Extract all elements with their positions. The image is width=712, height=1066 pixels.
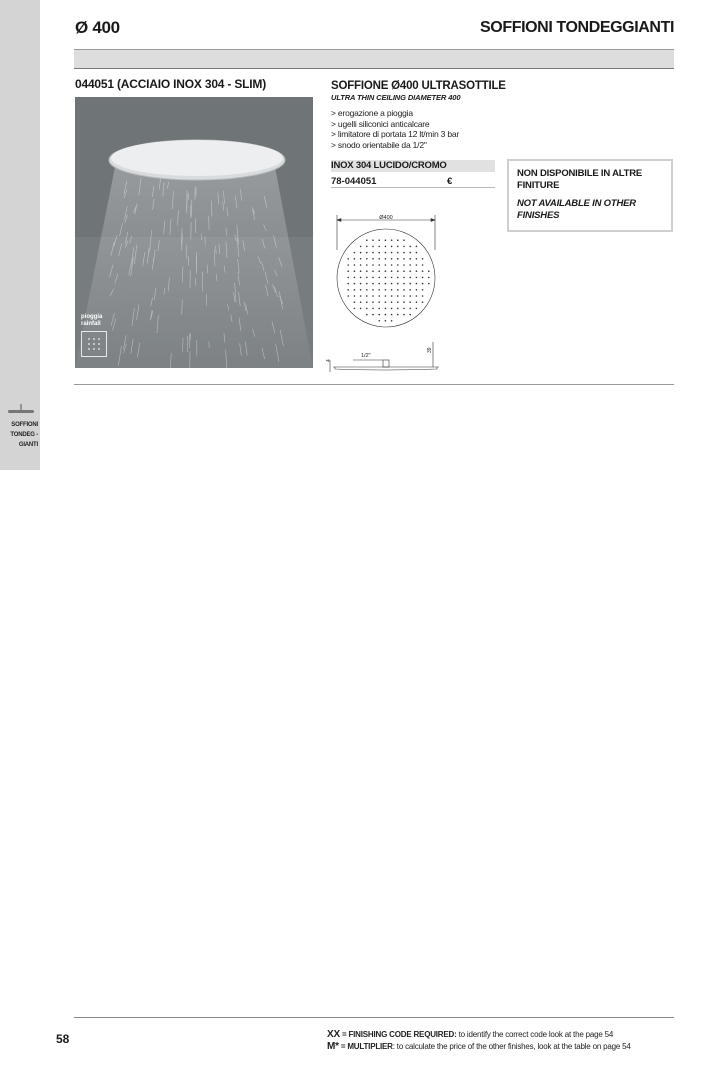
price-symbol: € bbox=[447, 176, 453, 187]
nozzle-dot bbox=[360, 258, 362, 260]
nozzle-dot bbox=[397, 301, 399, 303]
nozzle-dot bbox=[416, 270, 418, 272]
nozzle-dot bbox=[347, 295, 349, 297]
nozzle-dot bbox=[397, 258, 399, 260]
nozzle-dot bbox=[360, 308, 362, 310]
nozzle-dot bbox=[360, 246, 362, 248]
nozzle-dot bbox=[416, 252, 418, 254]
nozzle-dot bbox=[360, 283, 362, 285]
product-code-title: 044051 (ACCIAIO INOX 304 - SLIM) bbox=[75, 77, 266, 91]
connection-label: 1/2" bbox=[361, 353, 371, 359]
nozzle-dot bbox=[372, 289, 374, 291]
nozzle-dot bbox=[385, 270, 387, 272]
section-side-tab bbox=[0, 0, 40, 470]
nozzle-dot bbox=[378, 314, 380, 316]
nozzle-dot bbox=[385, 258, 387, 260]
feature-list bbox=[331, 108, 459, 150]
side-tab-label-line: GIANTI bbox=[18, 442, 38, 448]
nozzle-dot bbox=[354, 252, 356, 254]
nozzle-dot bbox=[372, 252, 374, 254]
nozzle-dot bbox=[366, 252, 368, 254]
nozzle-dot bbox=[366, 246, 368, 248]
nozzle-dot bbox=[354, 301, 356, 303]
footer-note-bold: = FINISHING CODE REQUIRED: bbox=[339, 1030, 457, 1039]
nozzle-dot bbox=[378, 320, 380, 322]
nozzle-dot bbox=[397, 289, 399, 291]
nozzle-dot bbox=[385, 314, 387, 316]
feature-item: > limitatore di portata 12 lt/min 3 bar bbox=[331, 129, 460, 139]
nozzle-dot bbox=[416, 301, 418, 303]
nozzle-dot bbox=[422, 289, 424, 291]
nozzle-dot bbox=[403, 283, 405, 285]
nozzle-dot bbox=[403, 301, 405, 303]
nozzle-dot bbox=[409, 264, 411, 266]
nozzle-dot bbox=[403, 295, 405, 297]
availability-notice bbox=[507, 159, 673, 232]
nozzle-dot bbox=[391, 314, 393, 316]
nozzle-dot bbox=[403, 252, 405, 254]
nozzle-dot bbox=[422, 301, 424, 303]
nozzle-dot bbox=[378, 239, 380, 241]
nozzle-dot bbox=[360, 301, 362, 303]
nozzle-dot bbox=[409, 301, 411, 303]
nozzle-dot bbox=[403, 314, 405, 316]
nozzle-dot bbox=[378, 252, 380, 254]
nozzle-dot bbox=[403, 264, 405, 266]
nozzle-dot bbox=[347, 283, 349, 285]
footer-note-finishing bbox=[327, 1029, 631, 1041]
nozzle-dot bbox=[347, 277, 349, 279]
footer-note-text: to identify the correct code look at the page 54 bbox=[456, 1030, 614, 1039]
nozzle-dot bbox=[391, 301, 393, 303]
footer-note-bold: = MULTIPLIER bbox=[338, 1042, 393, 1051]
side-tab-label-line: SOFFIONI bbox=[11, 422, 38, 428]
page-heading-diameter: Ø 400 bbox=[75, 18, 120, 37]
nozzle-dot bbox=[422, 258, 424, 260]
nozzle-dot bbox=[391, 239, 393, 241]
nozzle-dot bbox=[372, 239, 374, 241]
nozzle-dot bbox=[360, 277, 362, 279]
nozzle-dot bbox=[366, 239, 368, 241]
footer-note-key: M* bbox=[327, 1041, 339, 1052]
nozzle-dot bbox=[397, 295, 399, 297]
rainfall-badge-icon bbox=[81, 331, 107, 357]
nozzle-dot bbox=[397, 239, 399, 241]
nozzle-dot bbox=[354, 289, 356, 291]
nozzle-dot bbox=[347, 258, 349, 260]
article-code: 78-044051 bbox=[331, 176, 377, 187]
nozzle-dot bbox=[354, 277, 356, 279]
nozzle-dot bbox=[360, 289, 362, 291]
product-title: SOFFIONE Ø400 ULTRASOTTILE bbox=[331, 80, 506, 92]
nozzle-dot bbox=[416, 246, 418, 248]
nozzle-dot bbox=[366, 295, 368, 297]
nozzle-dot bbox=[409, 258, 411, 260]
photo-caption bbox=[81, 314, 102, 328]
nozzle-dot bbox=[397, 277, 399, 279]
nozzle-dot bbox=[378, 270, 380, 272]
product-photo bbox=[75, 97, 313, 368]
nozzle-dot bbox=[409, 270, 411, 272]
nozzle-dot bbox=[397, 252, 399, 254]
nozzle-dot bbox=[428, 270, 430, 272]
nozzle-dot bbox=[391, 277, 393, 279]
nozzle-dot bbox=[403, 289, 405, 291]
footer-note-multiplier bbox=[327, 1041, 631, 1053]
diameter-label: Ø400 bbox=[379, 215, 393, 221]
nozzle-dot bbox=[409, 289, 411, 291]
nozzle-dot bbox=[428, 277, 430, 279]
nozzle-dot bbox=[385, 283, 387, 285]
nozzle-dot bbox=[385, 239, 387, 241]
nozzle-dot bbox=[409, 277, 411, 279]
nozzle-dot bbox=[409, 283, 411, 285]
nozzle-dot bbox=[366, 277, 368, 279]
feature-item: > erogazione a pioggia bbox=[331, 108, 413, 118]
footer-note-text: : to calculate the price of the other finishes, look at the table on page 54 bbox=[392, 1042, 631, 1051]
nozzle-dot bbox=[378, 258, 380, 260]
nozzle-dot bbox=[366, 308, 368, 310]
nozzle-dot bbox=[354, 264, 356, 266]
nozzle-dot bbox=[422, 277, 424, 279]
nozzle-dot bbox=[385, 264, 387, 266]
nozzle-dot bbox=[347, 289, 349, 291]
nozzle-dot bbox=[385, 301, 387, 303]
nozzle-dot bbox=[385, 320, 387, 322]
technical-drawing bbox=[325, 210, 447, 375]
footer-note-key: XX bbox=[327, 1029, 340, 1040]
nozzle-dot bbox=[422, 270, 424, 272]
nozzle-dot bbox=[378, 283, 380, 285]
nozzle-dot bbox=[385, 277, 387, 279]
nozzle-dot bbox=[372, 295, 374, 297]
nozzle-dot bbox=[354, 308, 356, 310]
notice-english: NOT AVAILABLE IN OTHER FINISHES bbox=[517, 198, 636, 221]
nozzle-dot bbox=[403, 308, 405, 310]
footer-notes bbox=[327, 1029, 631, 1053]
nozzle-dot bbox=[397, 264, 399, 266]
nozzle-dot bbox=[397, 283, 399, 285]
thickness-label: 4 bbox=[326, 359, 332, 362]
nozzle-dot bbox=[416, 283, 418, 285]
nozzle-dot bbox=[403, 258, 405, 260]
article-row bbox=[331, 175, 495, 188]
side-tab-label bbox=[0, 420, 38, 450]
nozzle-dot bbox=[360, 295, 362, 297]
nozzle-dot bbox=[366, 283, 368, 285]
nozzle-dot bbox=[385, 246, 387, 248]
feature-item: > ugelli siliconici anticalcare bbox=[331, 118, 430, 129]
nozzle-dot bbox=[391, 258, 393, 260]
nozzle-dot bbox=[372, 270, 374, 272]
nozzle-dot bbox=[372, 314, 374, 316]
nozzle-dot bbox=[378, 301, 380, 303]
nozzle-dot bbox=[366, 301, 368, 303]
nozzle-dot bbox=[372, 283, 374, 285]
nozzle-dot bbox=[354, 258, 356, 260]
finish-header: INOX 304 LUCIDO/CROMO bbox=[331, 160, 495, 172]
nozzle-dot bbox=[391, 270, 393, 272]
nozzle-dot bbox=[366, 289, 368, 291]
nozzle-dot bbox=[347, 270, 349, 272]
nozzle-dot bbox=[360, 264, 362, 266]
page-heading-category: SOFFIONI TONDEGGIANTI bbox=[480, 19, 674, 36]
nozzle-dot bbox=[397, 308, 399, 310]
nozzle-dot bbox=[360, 252, 362, 254]
nozzle-dot bbox=[366, 314, 368, 316]
nozzle-dot bbox=[416, 277, 418, 279]
nozzle-dot bbox=[372, 258, 374, 260]
nozzle-dot bbox=[366, 270, 368, 272]
nozzle-dot bbox=[391, 264, 393, 266]
photo-caption-en: rainfall bbox=[81, 321, 101, 327]
nozzle-dot bbox=[391, 289, 393, 291]
nozzle-dot bbox=[403, 277, 405, 279]
height-label: 39 bbox=[427, 347, 433, 353]
nozzle-dot bbox=[354, 283, 356, 285]
nozzle-dot bbox=[422, 295, 424, 297]
side-tab-label-line: TONDEG - bbox=[10, 432, 38, 438]
nozzle-dot bbox=[428, 283, 430, 285]
footer-divider bbox=[74, 1017, 674, 1018]
nozzle-dot bbox=[366, 264, 368, 266]
section-divider bbox=[74, 384, 674, 385]
nozzle-dot bbox=[397, 246, 399, 248]
nozzle-dot bbox=[391, 320, 393, 322]
nozzle-dot bbox=[385, 252, 387, 254]
nozzle-dot bbox=[372, 246, 374, 248]
nozzle-dot bbox=[372, 301, 374, 303]
nozzle-dot bbox=[409, 295, 411, 297]
nozzle-dot bbox=[385, 295, 387, 297]
nozzle-dot bbox=[416, 295, 418, 297]
nozzle-dot bbox=[409, 246, 411, 248]
photo-caption-it: pioggia bbox=[81, 314, 103, 320]
nozzle-dot bbox=[391, 295, 393, 297]
nozzle-dot bbox=[354, 295, 356, 297]
nozzle-dot bbox=[422, 283, 424, 285]
nozzle-dot bbox=[378, 289, 380, 291]
nozzle-dot bbox=[391, 283, 393, 285]
nozzle-dot bbox=[378, 308, 380, 310]
nozzle-dot bbox=[409, 308, 411, 310]
nozzle-dot bbox=[378, 295, 380, 297]
nozzle-dot bbox=[416, 264, 418, 266]
nozzle-dot bbox=[409, 252, 411, 254]
nozzle-dot bbox=[416, 258, 418, 260]
nozzle-dot bbox=[372, 308, 374, 310]
nozzle-dot bbox=[354, 270, 356, 272]
nozzle-dot bbox=[385, 289, 387, 291]
nozzle-dot bbox=[409, 314, 411, 316]
nozzle-dot bbox=[366, 258, 368, 260]
nozzle-dot bbox=[391, 308, 393, 310]
nozzle-dot bbox=[397, 314, 399, 316]
nozzle-dot bbox=[416, 308, 418, 310]
nozzle-dot bbox=[378, 246, 380, 248]
nozzle-dot bbox=[378, 277, 380, 279]
nozzle-dot bbox=[360, 270, 362, 272]
nozzle-dot bbox=[403, 239, 405, 241]
notice-italian: NON DISPONIBILE IN ALTRE FINITURE bbox=[517, 168, 643, 191]
nozzle-dot bbox=[391, 246, 393, 248]
nozzle-dot bbox=[403, 270, 405, 272]
feature-item: > snodo orientabile da 1/2" bbox=[331, 139, 427, 150]
header-bar bbox=[74, 49, 674, 69]
nozzle-dot bbox=[347, 264, 349, 266]
nozzle-dot bbox=[422, 264, 424, 266]
nozzle-dot bbox=[385, 308, 387, 310]
nozzle-dot bbox=[397, 270, 399, 272]
nozzle-dot bbox=[378, 264, 380, 266]
nozzle-dot bbox=[403, 246, 405, 248]
shower-head-icon bbox=[4, 402, 38, 416]
shower-photo-illustration bbox=[75, 97, 313, 368]
page-number: 58 bbox=[56, 1032, 70, 1046]
product-subtitle: ULTRA THIN CEILING DIAMETER 400 bbox=[331, 93, 461, 102]
nozzle-dot bbox=[372, 264, 374, 266]
nozzle-dot bbox=[372, 277, 374, 279]
nozzle-dot bbox=[391, 252, 393, 254]
nozzle-dot bbox=[416, 289, 418, 291]
